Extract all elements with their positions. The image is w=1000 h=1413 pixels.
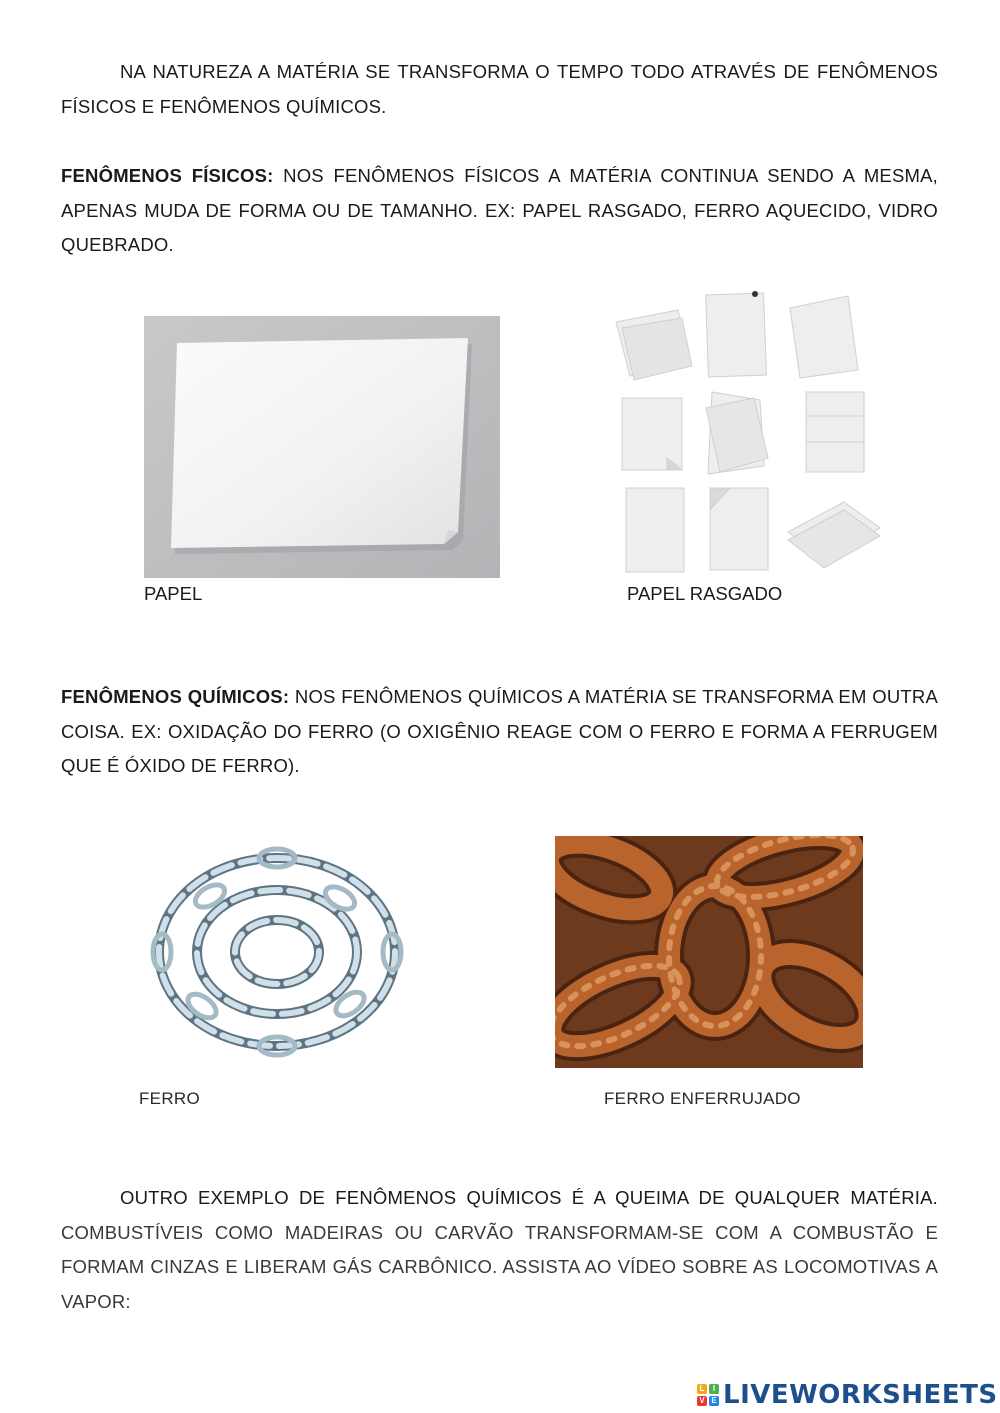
physical-phenomena-paragraph (61, 159, 938, 263)
logo-tile: I (709, 1384, 719, 1394)
iron-caption: FERRO (139, 1089, 200, 1108)
torn-paper-image (612, 288, 882, 578)
iron-chain-image (140, 836, 415, 1068)
paper-image (144, 316, 500, 578)
physical-text: NOS FENÔMENOS FÍSICOS A MATÉRIA CONTINUA SENDO A MESMA, APENAS MUDA DE FORMA OU DE TAMANHO. EX: PAPEL RASGADO, FERRO AQUECIDO, VIDRO QUEBRADO. (61, 165, 938, 255)
chemical-phenomena-paragraph (61, 680, 938, 784)
logo-text: LIVEWORKSHEETS (723, 1380, 998, 1410)
chemical-heading: FENÔMENOS QUÍMICOS: (61, 686, 290, 707)
logo-tiles (697, 1384, 719, 1406)
combustion-paragraph (61, 1181, 938, 1319)
combustion-text-2: COMBUSTÍVEIS COMO MADEIRAS OU CARVÃO TRANSFORMAM-SE COM A COMBUSTÃO E FORMAM CINZAS E LIBERAM GÁS CARBÔNICO. ASSISTA AO VÍDEO SOBRE AS LOCOMOTIVAS A VAPOR: (61, 1221, 938, 1312)
intro-paragraph (61, 55, 938, 124)
paper-caption: PAPEL (144, 583, 203, 604)
torn-paper-caption: PAPEL RASGADO (627, 583, 783, 604)
intro-text: NA NATUREZA A MATÉRIA SE TRANSFORMA O TEMPO TODO ATRAVÉS DE FENÔMENOS FÍSICOS E FENÔMENOS QUÍMICOS. (61, 61, 938, 117)
logo-tile: L (697, 1384, 707, 1394)
combustion-text-1: OUTRO EXEMPLO DE FENÔMENOS QUÍMICOS É A QUEIMA DE QUALQUER MATÉRIA. (120, 1187, 938, 1208)
logo-tile: V (697, 1396, 707, 1406)
logo-tile: E (709, 1396, 719, 1406)
physical-heading: FENÔMENOS FÍSICOS: (61, 165, 274, 186)
rusty-chain-image (555, 836, 863, 1068)
liveworksheets-logo (697, 1378, 998, 1412)
chemical-text: NOS FENÔMENOS QUÍMICOS A MATÉRIA SE TRANSFORMA EM OUTRA COISA. EX: OXIDAÇÃO DO FERRO (O OXIGÊNIO REAGE COM O FERRO E FORMA A FERRUGEM QUE É ÓXIDO DE FERRO). (61, 686, 938, 776)
rusty-iron-caption: FERRO ENFERRUJADO (604, 1089, 801, 1108)
